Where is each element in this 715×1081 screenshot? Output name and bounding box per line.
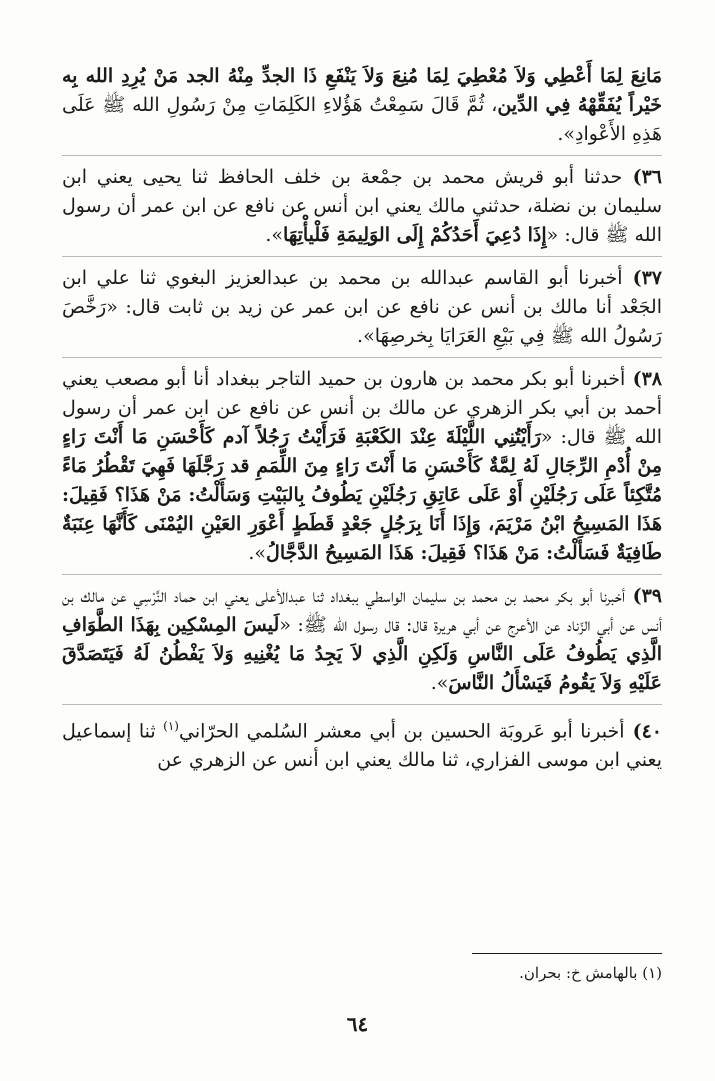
hadith-separator — [62, 574, 662, 575]
hadith-separator — [62, 155, 662, 156]
footnote: (١) بالهامش خ: بحران. — [519, 964, 662, 982]
text-segment: ». — [430, 672, 449, 694]
bold-text: مَانِعَ لِمَا أَعْطِي وَلاَ مُعْطِيَ لِمَا مُنِعَ وَلاَ يَنْفَعِ ذَا الجدِّ مِنْهُ الجد مَنْ يُرِدِ الله بِه خَيْراً يُفَقِّهْهُ فِي الدِّين — [62, 65, 662, 116]
text-segment: أخبرنا أبو بكر محمد بن محمد بن سليمان الواسطي ببغداد ثنا عبدالأعلى يعني ابن حماد النَّرْسِي عن مالك بن أنس عن أبي الزّناد عن الأعرج عن أبي هريرة قال: قال رسول الله ﷺ: « — [62, 585, 662, 636]
hadith-paragraph — [62, 62, 662, 149]
hadith-separator — [62, 357, 662, 358]
text-segment: ثنا إسماعيل يعني ابن موسى الفزاري، ثنا مالك يعني ابن أنس عن الزهري عن — [62, 720, 662, 772]
page-number: ٦٤ — [346, 1012, 369, 1036]
hadith-separator — [62, 704, 662, 705]
text-segment: أخبرنا أبو بكر محمد بن هارون بن حميد التاجر ببغداد أنا أبو مصعب يعني أحمد بن أبي بكر الزهري عن مالك بن أنس عن نافع عن ابن عمر أن رسول الله ﷺ قال: « — [62, 368, 662, 448]
bold-text: رَأَيْتُنِي اللَّيْلَةَ عِنْدَ الكَعْبَةِ فَرَأَيْتُ رَجُلاً آدم كَأَحْسَنِ مَا أَنْتَ رَاءٍ مِنْ أُدْمِ الرِّجَالِ لَهُ لِمَّةٌ كَأَحْسَنِ مَا أَنْتَ رَاءٍ مِنَ اللِّمَمِ قد رَجَّلَهَا فَهِيَ تَقْطُرُ مَاءً مُتَّكِئاً عَلَى رَجُلَيْنِ أَوْ عَلَى عَاتِقِ رَجُلَيْنِ يَطُوفُ بِالبَيْتِ وَسَأَلْتُ: مَنْ هَذَا؟ فَقِيلَ: هَذَا المَسِيحُ ابْنُ مَرْيَمَ، وَإِذَا أَنَا بِرَجُلٍ جَعْدٍ قَطَطٍ أَعْوَرِ العَيْنِ اليُمْنَى كَأَنَّهَا عِنَبَةٌ طَافِيَةٌ فَسَأَلْتُ: مَنْ هَذَا؟ فَقِيلَ: هَذَا المَسِيحُ الدَّجَّالُ — [62, 426, 662, 564]
hadith-paragraph — [62, 712, 662, 775]
bold-text: لَيسَ المِسْكِين بِهَذَا الطَّوَافِ الَّذِي يَطُوفُ عَلَى النَّاسِ وَلَكِنِ الَّذِي لاَ يَجِدُ مَا يُغْنِيهِ وَلاَ يَفْطُنُ لَهُ فَيَتَصَدَّقَ عَلَيْهِ وَلاَ يَقُومُ فَيَسْأَلُ النَّاسَ — [62, 614, 662, 694]
bold-text: ٣٨) — [625, 368, 663, 390]
hadith-paragraph — [62, 163, 662, 250]
bold-text: إِذَا دُعِيَ أَحَدُكُمْ إِلَى الوَلِيمَةِ فَلْيأْتِهَا — [283, 224, 547, 246]
bold-text: ٣٧) — [622, 267, 662, 289]
footnote-marker: (١) — [163, 719, 179, 733]
bold-text: ٣٦) — [622, 166, 662, 188]
text-segment: ». — [265, 224, 284, 246]
text-segment: ». — [248, 542, 267, 564]
text-segment: ، ثُمَّ قَالَ سَمِعْتُ هَؤُلاءِ الكَلِمَاتِ مِنْ رَسُولِ الله ﷺ عَلَى هَذِهِ الأَعْوادِ». — [62, 94, 662, 145]
text-segment: حدثنا أبو قريش محمد بن جمْعة بن خلف الحافظ ثنا يحيى يعني ابن سليمان بن نضلة، حدثني مالك يعني ابن أنس عن نافع عن ابن عمر أن رسول الله ﷺ قال: « — [62, 166, 662, 246]
bold-text: ٤٠) — [624, 720, 663, 743]
footnote-rule — [472, 953, 662, 954]
text-segment: أخبرنا أبو القاسم عبدالله بن محمد بن عبدالعزيز البغوي ثنا علي ابن الجَعْد أنا مالك بن أنس عن نافع عن ابن عمر عن زيد بن ثابت قال: «رَخَّصَ رَسُولُ الله ﷺ فِي بَيْعِ العَرَايَا بِخرصِهَا». — [62, 267, 662, 347]
bold-text: ٣٩) — [625, 585, 663, 607]
hadith-paragraph — [62, 365, 662, 568]
text-segment: أخبرنا أبو عَروبَة الحسين بن أبي معشر السُلمي الحرّاني — [178, 720, 625, 743]
page-body — [62, 62, 662, 775]
hadith-paragraph — [62, 582, 662, 698]
hadith-separator — [62, 256, 662, 257]
hadith-paragraph — [62, 264, 662, 351]
